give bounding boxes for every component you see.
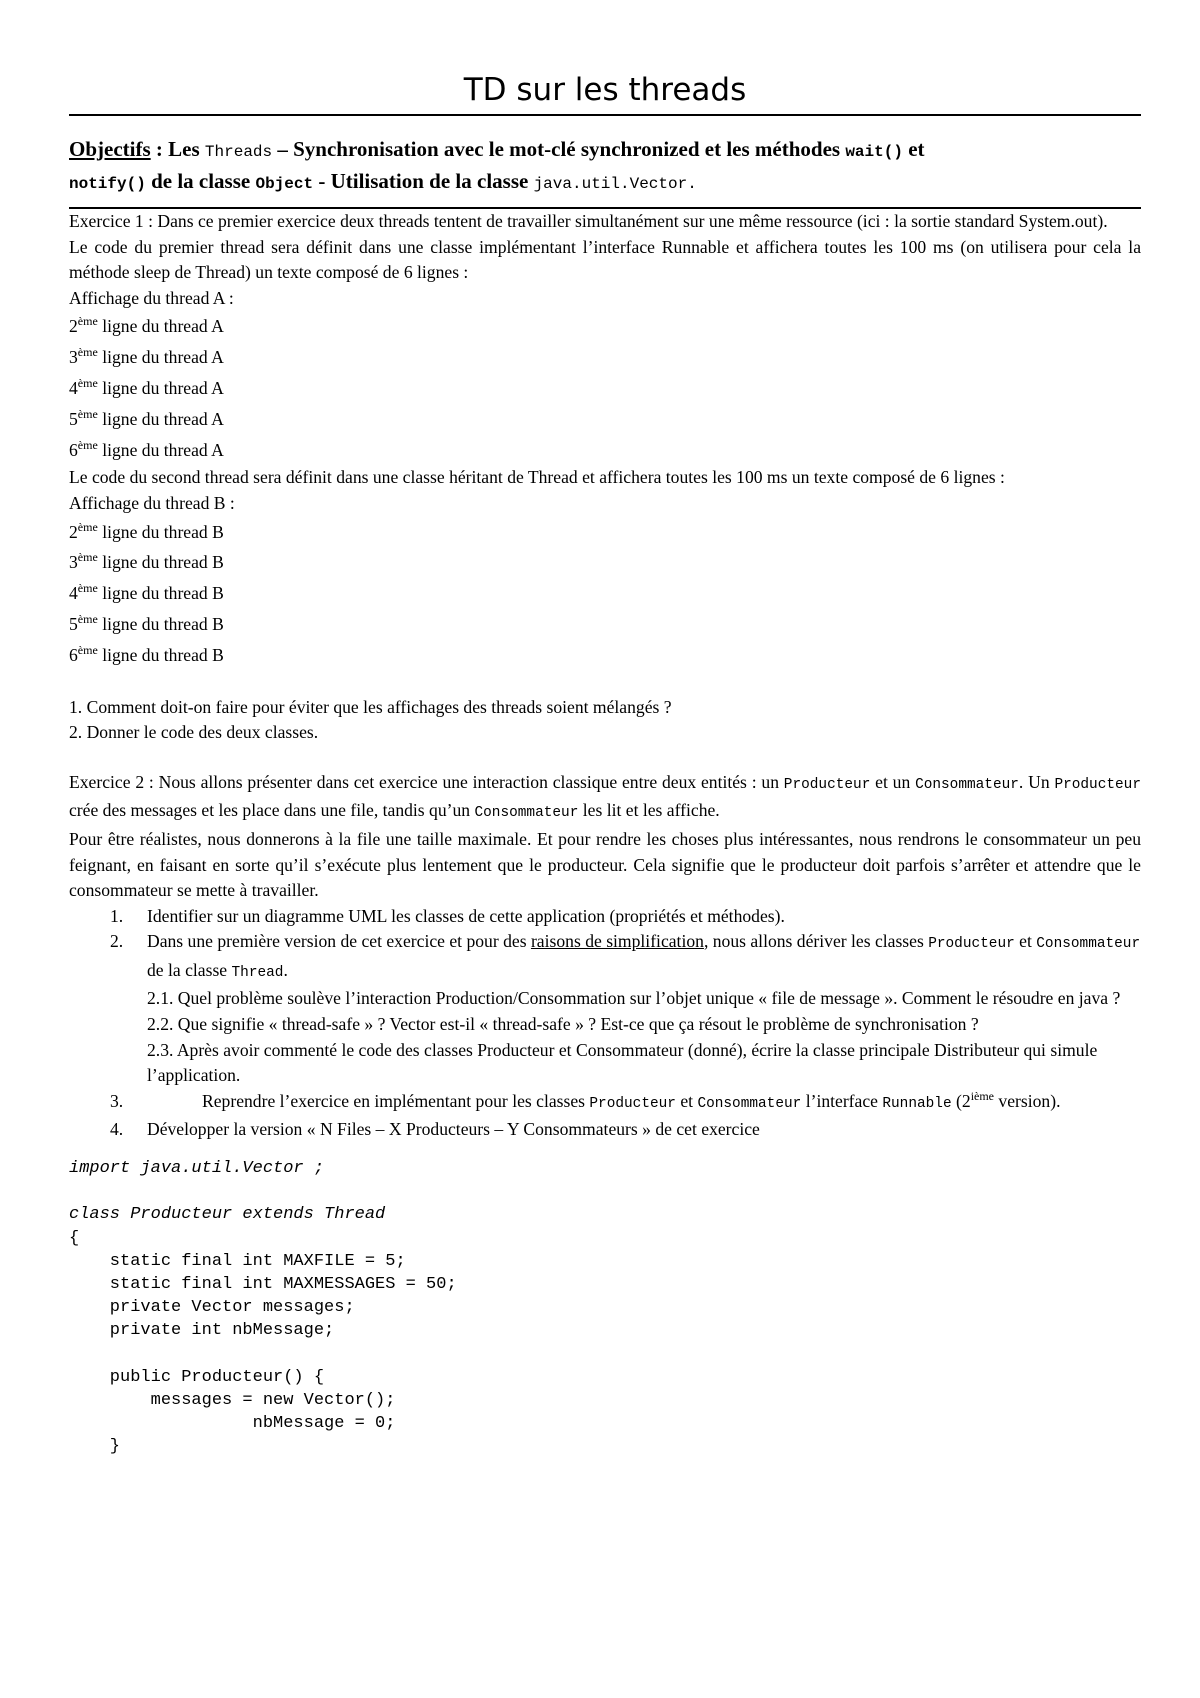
thread-a-output — [69, 286, 1141, 466]
subtask: 2.1. Quel problème soulève l’interaction Production/Consommation sur l’objet unique « file de message ». Comment le résoudre en java ? — [147, 988, 1121, 1009]
code-line: } — [69, 1437, 121, 1457]
code-line: class Producteur extends Thread — [69, 1205, 386, 1225]
objectives-text: : Les — [150, 137, 205, 161]
thread-a-line: 2ème ligne du thread A — [69, 314, 224, 337]
objectives-text: de la classe — [145, 169, 256, 193]
task-item: 1. Identifier sur un diagramme UML les classes de cette application (propriétés et méthodes). — [110, 905, 785, 926]
subtask: 2.2. Que signifie « thread-safe » ? Vector est-il « thread-safe » ? Est-ce que ça résout le problème de synchronisation ? — [147, 1014, 979, 1035]
code-term: java.util.Vector. — [533, 175, 697, 193]
thread-a-header: Affichage du thread A : — [69, 287, 234, 308]
thread-b-output — [69, 491, 1141, 671]
page-title: TD sur les threads — [463, 72, 747, 108]
keyword-synchronized: synchronized — [580, 137, 700, 161]
objectives-text: – Synchronisation avec le mot-clé — [272, 137, 581, 161]
thread-b-line: 3ème ligne du thread B — [69, 550, 224, 573]
thread-a-line: 6ème ligne du thread A — [69, 437, 224, 460]
document-page — [69, 70, 1141, 1459]
objectives-text: et les méthodes — [699, 137, 846, 161]
task-item: 2. Dans une première version de cet exercice et pour des raisons de simplification, nous allons dériver les classes Producteur et Consommateur de la classe Thread. 2.1. Quel problème soulève l’interaction Production/Consommation sur l’objet unique « file de message ». Comment le résoudre en java ? 2.2. Que signifie « thread-safe » ? Vector est-il « thread-safe » ? Est-ce que ça résout le problème de synchronisation ? 2.3. Après avoir commenté le code des classes Producteur et Consommateur (donné), écrire la classe principale Distributeur qui simule l’application. — [69, 929, 1141, 1089]
code-line: private Vector messages; — [69, 1298, 355, 1318]
exercise-2-context: Pour être réalistes, nous donnerons à la file une taille maximale. Et pour rendre les choses plus intéressantes, nous rendrons le consommateur un peu feignant, en faisant en sorte qu’il s’exécute plus lentement que le producteur. Cela signifie que le producteur doit parfois s’arrêter et attendre que le consommateur se mette à travailler. — [69, 828, 1141, 901]
code-term: wait() — [845, 143, 903, 161]
thread-a-line: 4ème ligne du thread A — [69, 376, 224, 398]
objectives-label: Objectifs — [69, 137, 151, 161]
objectives-paragraph — [69, 135, 1141, 199]
code-line: { — [69, 1228, 80, 1248]
code-line: nbMessage = 0; — [69, 1414, 396, 1434]
code-term: Threads — [204, 143, 273, 161]
title-rule — [69, 114, 1141, 116]
code-line: messages = new Vector(); — [69, 1391, 396, 1411]
thread-b-line: 6ème ligne du thread B — [69, 642, 224, 665]
subtask: 2.3. Après avoir commenté le code des classes Producteur et Consommateur (donné), écrire la classe principale Distributeur qui simule l’application. — [147, 1039, 1098, 1086]
code-line: public Producteur() { — [69, 1367, 325, 1387]
code-line: private int nbMessage; — [69, 1321, 335, 1341]
code-line: static final int MAXMESSAGES = 50; — [69, 1275, 457, 1295]
thread-a-description: Le code du premier thread sera définit dans une classe implémentant l’interface Runnable et affichera toutes les 100 ms (on utilisera pour cela la méthode sleep de Thread) un texte composé de 6 lignes : — [69, 236, 1141, 283]
thread-b-line: 2ème ligne du thread B — [69, 519, 224, 542]
document-body — [69, 209, 1141, 1143]
task-list — [69, 904, 1141, 1143]
thread-b-line: 5ème ligne du thread B — [69, 612, 224, 634]
thread-a-line: 3ème ligne du thread A — [69, 345, 224, 368]
code-line: import java.util.Vector ; — [69, 1159, 325, 1179]
question-1: 1. Comment doit-on faire pour éviter que les affichages des threads soient mélangés ? — [69, 696, 672, 717]
objectives-text: - Utilisation de la classe — [313, 169, 534, 193]
code-listing — [69, 1157, 1141, 1459]
task-item: 3. Reprendre l’exercice en implémentant pour les classes Producteur et Consommateur l’interface Runnable (2ième version). — [110, 1088, 1061, 1112]
thread-a-line: 5ème ligne du thread A — [69, 406, 224, 429]
thread-b-description: Le code du second thread sera définit dans une classe héritant de Thread et affichera toutes les 100 ms un texte composé de 6 lignes : — [69, 467, 1005, 488]
code-term: Object — [255, 175, 314, 193]
exercise-2-intro: Exercice 2 : Nous allons présenter dans cet exercice une interaction classique entre deux entités : un Producteur et un Consommateur. Un Producteur crée des messages et les place dans une file, tandis qu’un Consommateur les lit et les affiche. — [69, 771, 1141, 822]
task-item: 4. Développer la version « N Files – X Producteurs – Y Consommateurs » de cet exercice — [110, 1119, 760, 1140]
code-line: static final int MAXFILE = 5; — [69, 1251, 406, 1271]
spacer — [69, 671, 1141, 695]
question-2: 2. Donner le code des deux classes. — [69, 722, 319, 743]
thread-b-line: 4ème ligne du thread B — [69, 581, 224, 604]
code-term: notify() — [69, 175, 146, 193]
exercise-1-intro: Exercice 1 : Dans ce premier exercice deux threads tentent de travailler simultanément sur une même ressource (ici : la sortie standard System.out). — [69, 211, 1108, 231]
objectives-text: et — [902, 137, 925, 161]
spacer — [69, 746, 1141, 770]
thread-b-header: Affichage du thread B : — [69, 492, 235, 513]
